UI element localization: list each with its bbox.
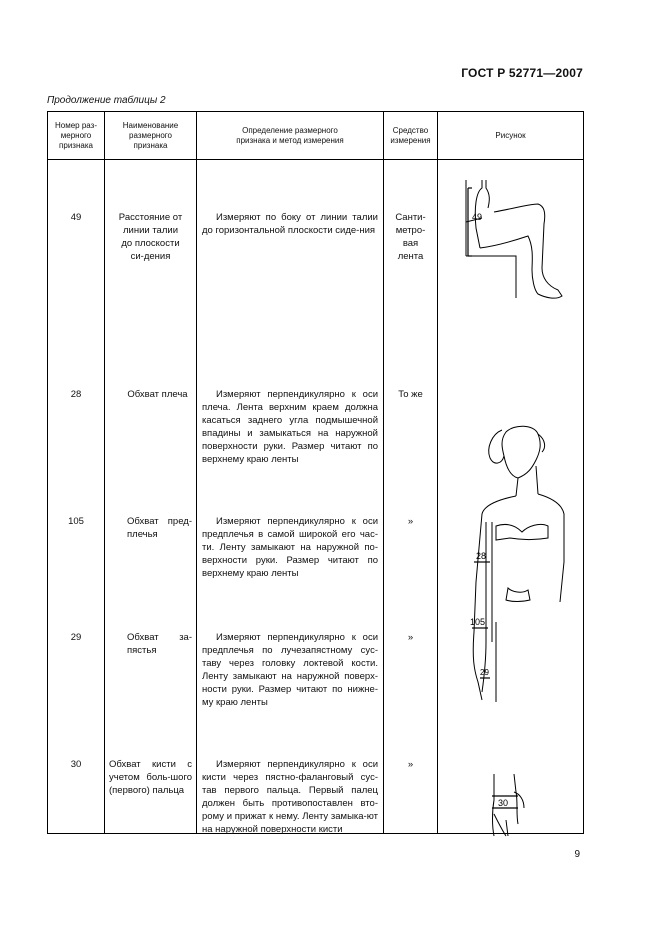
row-28-tool: То же bbox=[398, 389, 423, 400]
label-29: 29 bbox=[480, 668, 489, 677]
row-29-tool: » bbox=[407, 632, 414, 643]
row-49-definition: Измеряют по боку от линии талии до горизонтальной плоскости сиде-ния bbox=[202, 212, 378, 236]
row-49-num: 49 bbox=[70, 212, 82, 223]
header-picture: Рисунок bbox=[438, 112, 584, 160]
table-header-row bbox=[48, 112, 584, 160]
row-29-num: 29 bbox=[70, 632, 82, 643]
row-30-tool: » bbox=[407, 759, 414, 770]
table-continuation-caption: Продолжение таблицы 2 bbox=[47, 95, 166, 106]
label-49: 49 bbox=[472, 212, 483, 222]
header-definition: Определение размерного признака и метод измерения bbox=[197, 112, 384, 160]
row-30-definition: Измеряют перпендикулярно к оси кисти через пястно-фаланговый сус-тав первого пальца. Первый палец должен быть противопоставлен вто-рому и прижат к нему. Ленту замыка-ют на наружной поверхности кисти bbox=[202, 759, 378, 835]
hand-figure-illustration bbox=[480, 770, 560, 840]
header-name: Наименование размерного признака bbox=[105, 112, 197, 160]
row-105-num: 105 bbox=[68, 516, 84, 527]
measurement-table bbox=[47, 111, 584, 834]
label-105: 105 bbox=[470, 617, 486, 627]
row-30-name: Обхват кисти с учетом боль-шого (первого) пальца bbox=[109, 759, 192, 796]
row-28-num: 28 bbox=[70, 389, 82, 400]
table-body-row bbox=[48, 160, 584, 834]
row-49-name: Расстояние от линии талии до плоскости си-дения bbox=[118, 212, 183, 262]
row-49-tool: Санти-метро-вая лента bbox=[395, 212, 426, 262]
arm-figure-illustration bbox=[456, 422, 576, 702]
seated-figure-illustration bbox=[456, 178, 581, 318]
row-30-num: 30 bbox=[70, 759, 82, 770]
label-28: 28 bbox=[476, 551, 487, 561]
row-28-name: Обхват плеча bbox=[127, 389, 188, 400]
row-29-name: Обхват за-пястья bbox=[127, 632, 192, 656]
page-number: 9 bbox=[574, 849, 580, 860]
standard-number: ГОСТ Р 52771—2007 bbox=[461, 66, 583, 80]
label-30: 30 bbox=[498, 798, 509, 808]
row-105-name: Обхват пред-плечья bbox=[127, 516, 192, 540]
row-29-definition: Измеряют перпендикулярно к оси предплечья по лучезапястному сус-таву через головку локтевой кости. Ленту замыкают на наружной поверх-ности руки. Размер читают по нижне-му краю ленты bbox=[202, 632, 378, 708]
header-tool: Средство измерения bbox=[384, 112, 438, 160]
row-28-definition: Измеряют перпендикулярно к оси плеча. Лента верхним краем должна касаться заднего угла подмышечной впадины и замыкаться на наружной поверхности руки. Размер читают по верхнему краю ленты bbox=[202, 389, 378, 465]
row-105-definition: Измеряют перпендикулярно к оси предплечья в самой широкой его час-ти. Ленту замыкают на наружной по-верхности руки. Размер читают по верхнему краю ленты bbox=[202, 516, 378, 579]
row-105-tool: » bbox=[407, 516, 414, 527]
header-num: Номер раз- мерного признака bbox=[48, 112, 105, 160]
